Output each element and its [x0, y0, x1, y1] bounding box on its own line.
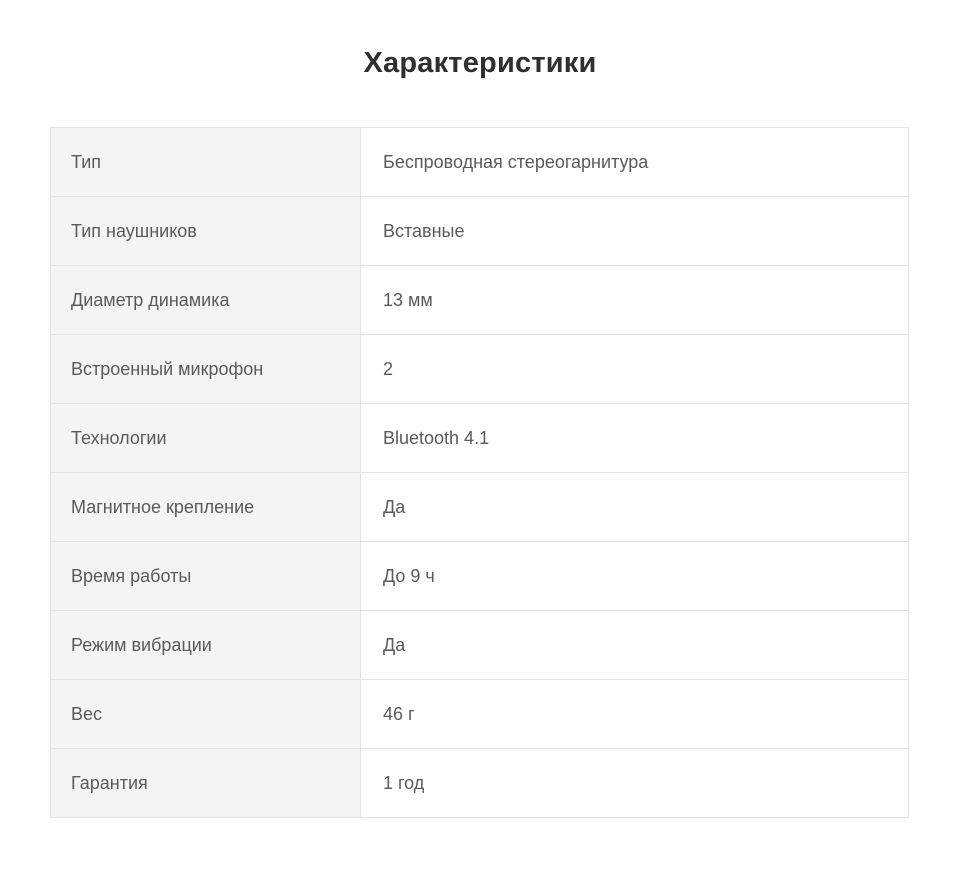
spec-value: 1 год — [361, 749, 909, 818]
spec-value: 46 г — [361, 680, 909, 749]
table-row — [51, 128, 909, 197]
table-row — [51, 335, 909, 404]
table-row — [51, 266, 909, 335]
spec-label: Тип — [51, 128, 361, 197]
table-row — [51, 404, 909, 473]
spec-value: Да — [361, 473, 909, 542]
spec-value: Беспроводная стереогарнитура — [361, 128, 909, 197]
spec-value: 13 мм — [361, 266, 909, 335]
table-row — [51, 542, 909, 611]
spec-label: Вес — [51, 680, 361, 749]
spec-label: Диаметр динамика — [51, 266, 361, 335]
spec-label: Гарантия — [51, 749, 361, 818]
spec-label: Время работы — [51, 542, 361, 611]
spec-value: 2 — [361, 335, 909, 404]
page-title: Характеристики — [363, 47, 597, 79]
table-row — [51, 611, 909, 680]
table-row — [51, 680, 909, 749]
spec-value: До 9 ч — [361, 542, 909, 611]
spec-label: Магнитное крепление — [51, 473, 361, 542]
spec-value: Вставные — [361, 197, 909, 266]
spec-label: Технологии — [51, 404, 361, 473]
table-row — [51, 197, 909, 266]
specs-table — [50, 127, 909, 818]
spec-value: Да — [361, 611, 909, 680]
specs-table-body — [51, 128, 909, 818]
spec-label: Режим вибрации — [51, 611, 361, 680]
table-row — [51, 473, 909, 542]
spec-label: Встроенный микрофон — [51, 335, 361, 404]
spec-value: Bluetooth 4.1 — [361, 404, 909, 473]
table-row — [51, 749, 909, 818]
spec-label: Тип наушников — [51, 197, 361, 266]
